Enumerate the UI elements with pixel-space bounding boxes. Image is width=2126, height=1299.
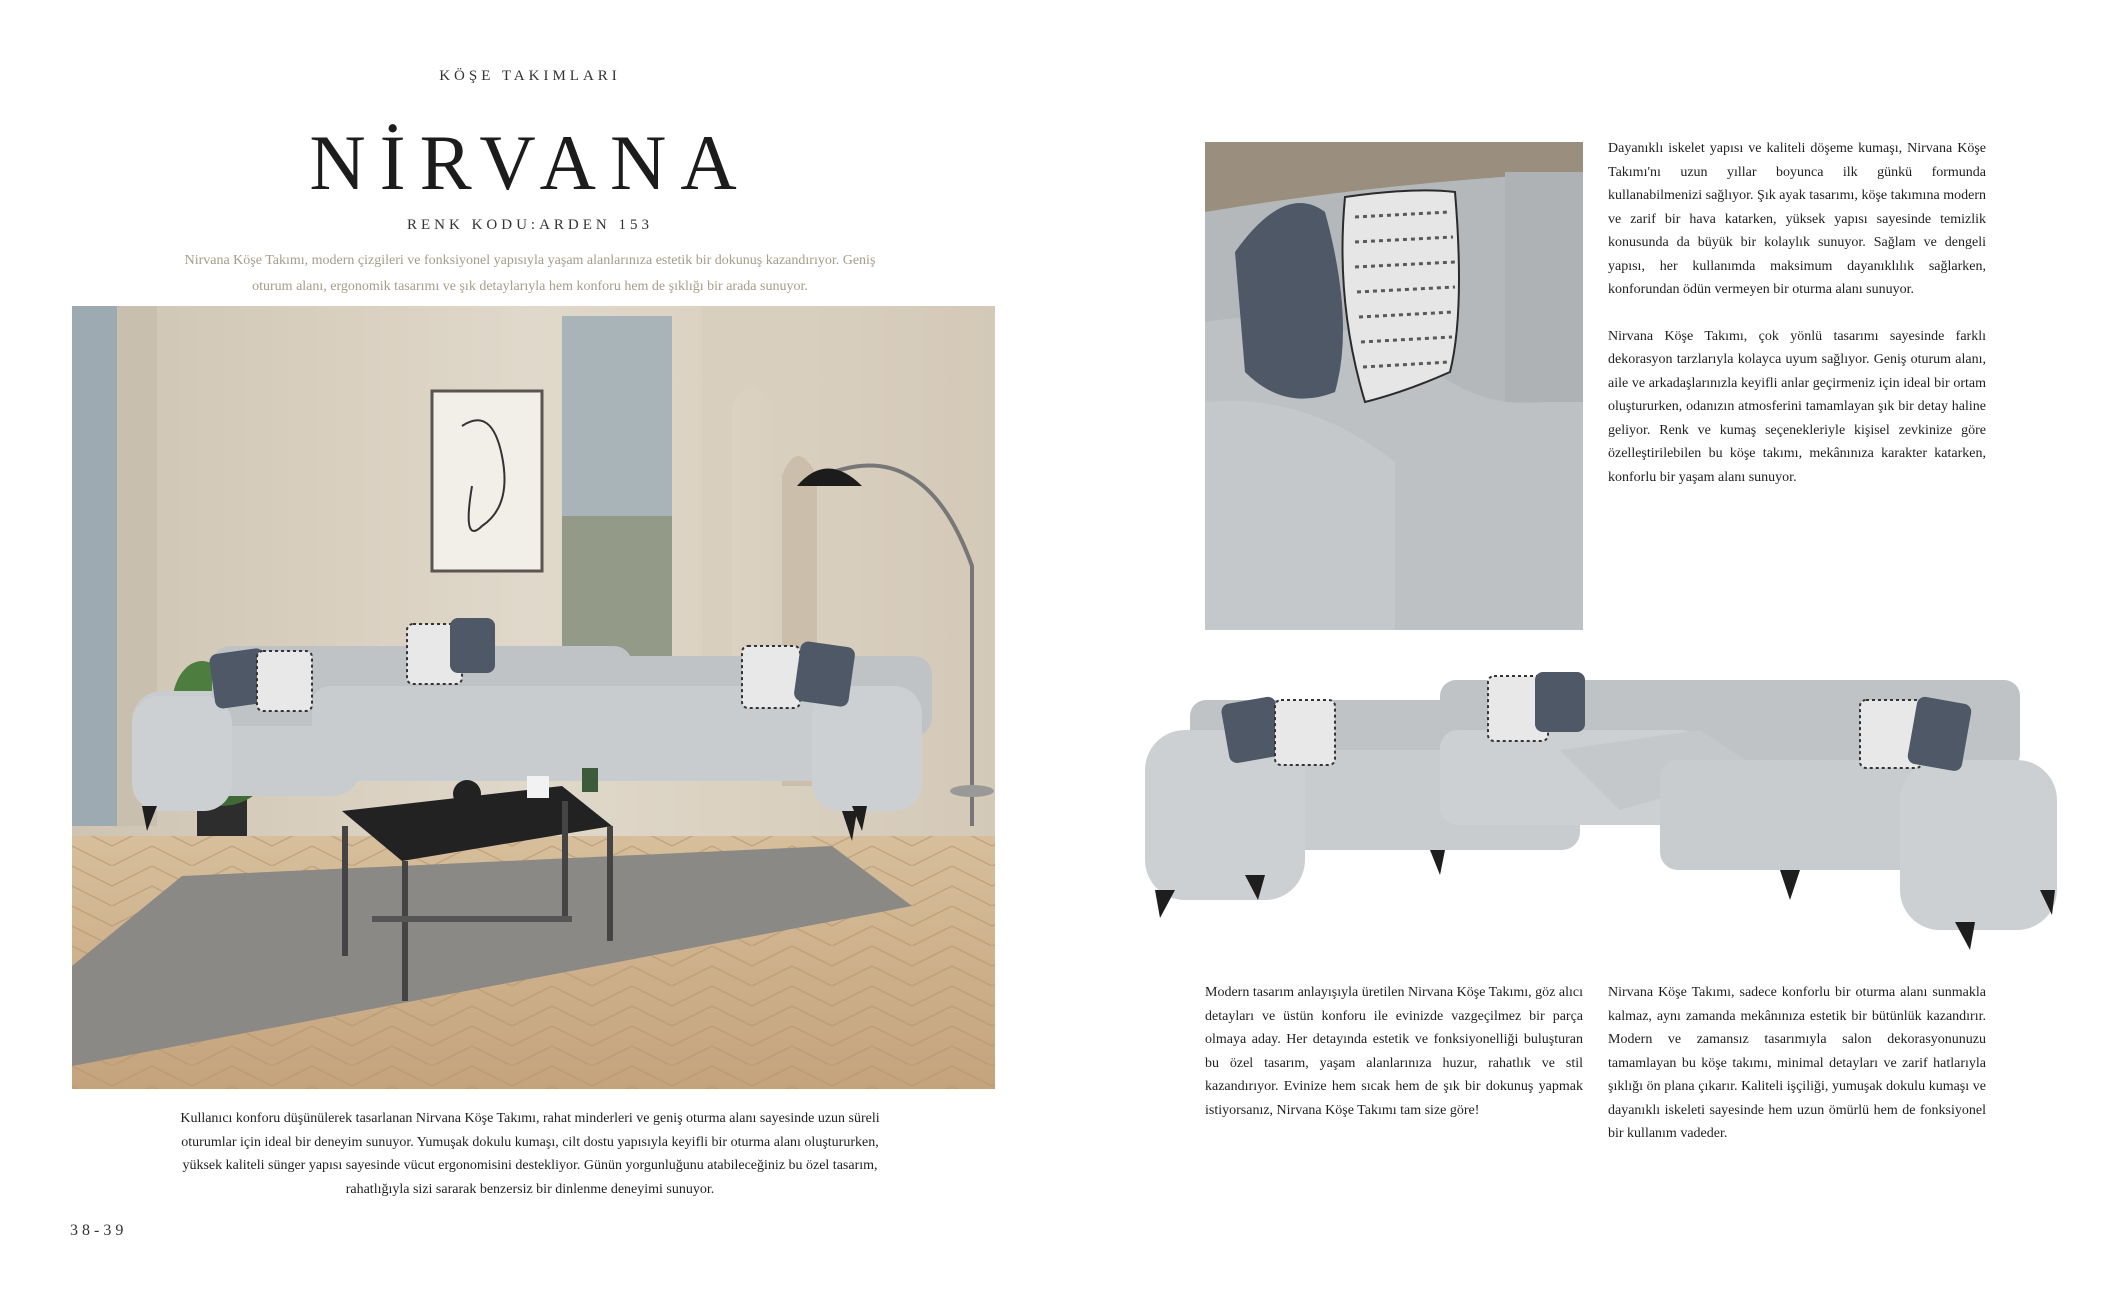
cushion-detail-illustration bbox=[1205, 142, 1583, 630]
section-label: KÖŞE TAKIMLARI bbox=[439, 68, 621, 84]
left-caption bbox=[125, 1107, 935, 1201]
right-bottom-right-text: Nirvana Köşe Takımı, sadece konforlu bir oturma alanı sunmakla kalmaz, aynı zamanda mekânınıza estetik bir bütünlük kazandırır. Modern ve zamansız tasarımıyla salon dekorasyonunuzu tamamlayan bu köşe takımı, minimal detayları ve zarif hatlarıyla şıklığı ön plana çıkarır. Kaliteli işçiliği, yumuşak dokulu kumaşı ve dayanıklı iskeleti sayesinde hem uzun ömürlü hem de fonksiyonel bir kullanım vadeder. bbox=[1608, 985, 1986, 1141]
intro-line: oturum alanı, ergonomik tasarımı ve şık detaylarıyla hem konforu hem de şıklığı bir arada sunuyor. bbox=[252, 279, 808, 294]
right-bottom-left-text: Modern tasarım anlayışıyla üretilen Nirvana Köşe Takımı, göz alıcı detayları ve üstün konforu ile evinizde vazgeçilmez bir parça olmaya aday. Her detayında estetik ve fonksiyonelliği buluşturan bu özel tasarım, yaşam alanlarınıza huzur, rahatlık ve stil kazandırıyor. Evinize hem sıcak hem de şık bir dokunuş yapmak istiyorsanız, Nirvana Köşe Takımı tam size göre! bbox=[1205, 985, 1583, 1118]
intro-line: Nirvana Köşe Takımı, modern çizgileri ve fonksiyonel yapısıyla yaşam alanlarınıza estetik bir dokunuş kazandırıyor. Geniş bbox=[184, 253, 876, 268]
caption-line: rahatlığıyla sizi sararak benzersiz bir dinlenme deneyimi sunuyor. bbox=[345, 1181, 715, 1197]
color-code: RENK KODU:ARDEN 153 bbox=[407, 217, 653, 233]
paragraph: Dayanıklı iskelet yapısı ve kaliteli döşeme kumaşı, Nirvana Köşe Takımı'nı uzun yıllar boyunca ilk günkü formunda kullanabilmenizi sağlıyor. Şık ayak tasarımı, köşe takımına modern ve zarif bir hava katarken, yüksek yapısı sayesinde temizlik konusunda da büyük bir kolaylık sunuyor. Sağlam ve dengeli yapısı, her kullanımda maksimum dayanıklılık sağlarken, konforundan ödün vermeyen bir oturma alanı sunuyor. bbox=[1608, 141, 1986, 297]
paragraph: Nirvana Köşe Takımı, çok yönlü tasarımı sayesinde farklı dekorasyon tarzlarıyla kolayca uyum sağlıyor. Geniş oturum alanı, aile ve arkadaşlarınızla keyifli anlar geçirmeniz için ideal bir ortam oluştururken, odanızın atmosferini tamamlayan şık bir detay haline geliyor. Renk ve kumaş seçenekleriyle kişisel zevkinize göre özelleştirilebilen bu köşe takımı, mekânınıza karakter katarken, konforlu bir yaşam alanı sunuyor. bbox=[1608, 328, 1986, 485]
room-illustration bbox=[72, 306, 995, 1089]
product-title: NİRVANA bbox=[309, 119, 751, 206]
caption-line: oturumlar için ideal bir deneyim sunuyor. Yumuşak dokulu kumaşı, cilt dostu yapısıyla keyifli bir oturma alanı oluştururken, bbox=[181, 1134, 879, 1150]
right-top-text bbox=[1608, 137, 1986, 489]
caption-line: Kullanıcı konforu düşünülerek tasarlanan Nirvana Köşe Takımı, rahat minderleri ve geniş oturma alanı sayesinde uzun süreli bbox=[180, 1111, 880, 1126]
product-cutout bbox=[1140, 660, 2060, 950]
page-numbers: 38-39 bbox=[70, 1222, 128, 1239]
intro-text bbox=[135, 248, 925, 300]
room-photo bbox=[72, 306, 995, 1089]
detail-photo bbox=[1205, 142, 1583, 630]
sofa-illustration bbox=[1140, 660, 2060, 950]
caption-line: yüksek kaliteli sünger yapısı sayesinde vücut ergonomisini destekliyor. Günün yorgunluğunu atabileceğiniz bu özel tasarım, bbox=[182, 1158, 878, 1173]
